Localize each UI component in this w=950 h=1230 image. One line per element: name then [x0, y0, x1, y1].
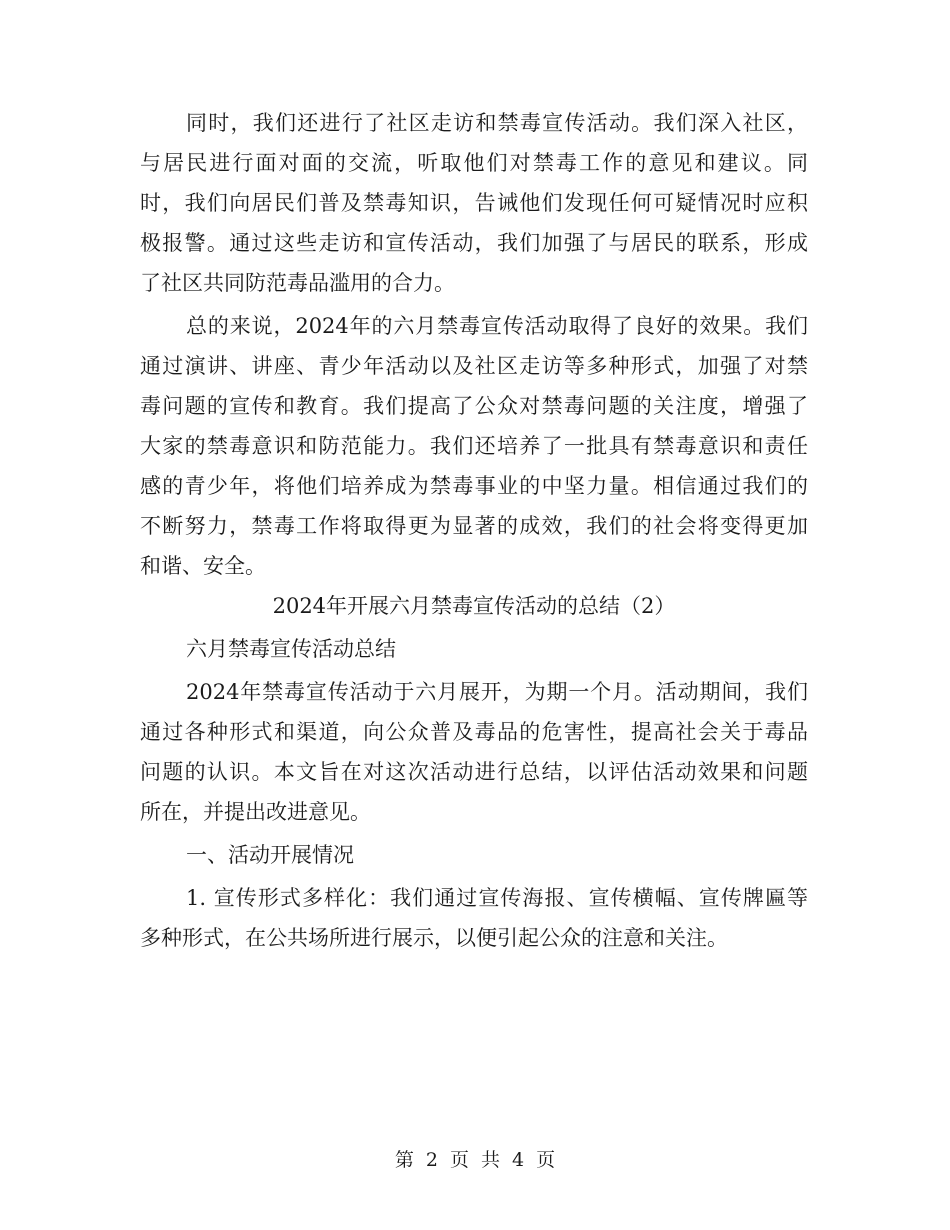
subheading: 六月禁毒宣传活动总结 [186, 637, 396, 661]
paragraph-line: 不断努力，禁毒工作将取得更为显著的成效，我们的社会将变得更加 [140, 514, 808, 538]
paragraph-summary [140, 306, 808, 586]
paragraph-line: 通过各种形式和渠道，向公众普及毒品的危害性，提高社会关于毒品 [140, 720, 808, 744]
paragraph-line: 感的青少年，将他们培养成为禁毒事业的中坚力量。相信通过我们的 [140, 474, 808, 498]
paragraph-community-visits [140, 103, 808, 303]
paragraph-line: 与居民进行面对面的交流，听取他们对禁毒工作的意见和建议。同 [140, 151, 808, 175]
paragraph-line: 1. 宣传形式多样化：我们通过宣传海报、宣传横幅、宣传牌匾等 [186, 886, 808, 910]
paragraph-line: 2024年禁毒宣传活动于六月展开，为期一个月。活动期间，我们 [186, 680, 808, 704]
paragraph-line: 通过演讲、讲座、青少年活动以及社区走访等多种形式，加强了对禁 [140, 354, 808, 378]
section-title: 2024年开展六月禁毒宣传活动的总结（2） [272, 594, 676, 618]
document-body [140, 103, 808, 958]
paragraph-line: 和谐、安全。 [140, 554, 266, 578]
heading-activity-status: 一、活动开展情况 [186, 843, 354, 867]
paragraph-line: 毒问题的宣传和教育。我们提高了公众对禁毒问题的关注度，增强了 [140, 394, 808, 418]
paragraph-line: 了社区共同防范毒品滥用的合力。 [140, 271, 455, 295]
paragraph-line: 多种形式，在公共场所进行展示，以便引起公众的注意和关注。 [140, 926, 728, 950]
paragraph-intro [140, 672, 808, 832]
paragraph-line: 总的来说，2024年的六月禁毒宣传活动取得了良好的效果。我们 [186, 314, 808, 338]
paragraph-line: 大家的禁毒意识和防范能力。我们还培养了一批具有禁毒意识和责任 [140, 434, 808, 458]
paragraph-line: 问题的认识。本文旨在对这次活动进行总结，以评估活动效果和问题 [140, 760, 808, 784]
paragraph-line: 所在，并提出改进意见。 [140, 800, 371, 824]
paragraph-line: 时，我们向居民们普及禁毒知识，告诫他们发现任何可疑情况时应积 [140, 191, 808, 215]
paragraph-line: 极报警。通过这些走访和宣传活动，我们加强了与居民的联系，形成 [140, 231, 808, 255]
page-number-footer: 第 2 页 共 4 页 [394, 1149, 556, 1171]
list-item [140, 878, 808, 958]
paragraph-line: 同时，我们还进行了社区走访和禁毒宣传活动。我们深入社区， [186, 111, 808, 135]
